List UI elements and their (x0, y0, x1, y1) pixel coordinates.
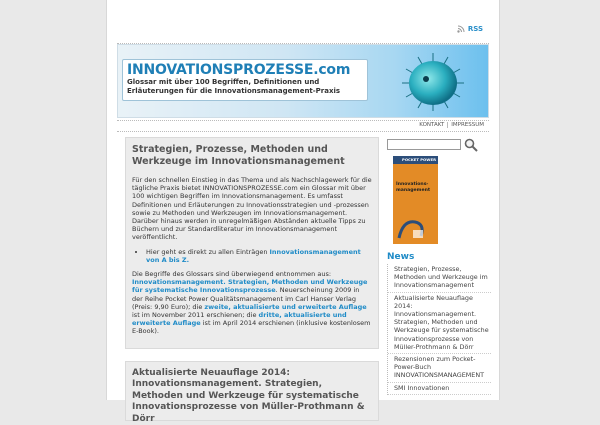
sidebar (387, 137, 491, 395)
list-item (146, 248, 372, 264)
news-list (387, 264, 491, 395)
book-link[interactable]: Innovationsmanagement. Strategien, Methoden und Werkzeuge für systematische Innovationsprozesse (132, 278, 368, 295)
book-series-label: POCKET POWER (393, 156, 438, 164)
news-item[interactable]: SMI Innovationen (388, 383, 491, 395)
book-graphic (397, 216, 427, 240)
top-bar (117, 14, 489, 44)
nav-item-impressum[interactable]: IMPRESSUM (447, 122, 487, 128)
text-span: ist im November 2011 erschienen; die (132, 311, 259, 320)
post-neuauflage (125, 361, 379, 424)
news-item[interactable]: Strategien, Prozesse, Methoden und Werkzeuge im Innovationsmanagement (388, 264, 491, 293)
nav-menu (416, 122, 487, 128)
post-paragraph-sources (132, 270, 372, 336)
second-edition-link[interactable]: zweite, aktualisierte und erweiterte Auflage (204, 302, 367, 311)
main-content (125, 137, 379, 424)
search-input[interactable] (387, 139, 461, 150)
post-paragraph: Für den schnellen Einstieg in das Thema und als Nachschlagewerk für die tägliche Praxis bietet INNOVATIONSPROZESSE.com ein Glossar mit über 100 wichtigen Begriffen im Innovationsmanagement. Es umfasst Definitionen und Erläuterungen zu Innovationsstrategien und -prozessen sowie zu Methoden und Werkzeugen im Innovationsmanagement. Darüber hinaus werden in unregelmäßigen Abständen aktuelle Tipps zu Büchern und zur Standardliteratur im Innovationsmanagement veröffentlicht. (132, 176, 372, 242)
site-subtitle-line1: Glossar mit über 100 Begriffen, Definitionen und (127, 78, 320, 86)
az-link[interactable]: Innovationsmanagement von A bis Z. (146, 247, 361, 264)
news-item[interactable]: Aktualisierte Neuauflage 2014: Innovationsmanagement. Strategien, Methoden und Werkzeuge für systematische Innovationsprozesse von Müller-Prothmann & Dörr (388, 293, 491, 354)
rss-link[interactable] (457, 25, 483, 33)
news-heading: News (387, 252, 415, 262)
page-container (106, 0, 500, 424)
post-title[interactable]: Strategien, Prozesse, Methoden und Werkzeuge im Innovationsmanagement (132, 144, 345, 167)
site-logo[interactable] (122, 59, 368, 101)
text-span: . Neuerscheinung 2009 in der Reihe Pocket Power Qualitätsmanagement im Carl Hanser Verlag (Preis: 9,90 Euro); die (132, 286, 360, 311)
post-bullet-list (146, 248, 372, 264)
third-edition-link[interactable]: dritte, aktualisierte und erweiterte Auflage (132, 311, 347, 328)
search-form (387, 137, 491, 151)
rss-label: RSS (467, 25, 483, 33)
text-span: ist im April 2014 erschienen (inklusive kostenlosem E-Book). (132, 319, 371, 336)
nav-bar (117, 120, 489, 132)
site-subtitle-line2: Erläuterungen für die Innovationsmanagement-Praxis (127, 87, 341, 95)
search-icon[interactable] (464, 137, 478, 151)
book-cover-image[interactable] (393, 156, 438, 244)
text-span: Die Begriffe des Glossars sind überwiegend entnommen aus: (132, 270, 332, 279)
bullet-text: Hier geht es direkt zu allen Einträgen (146, 247, 270, 256)
rss-icon (457, 25, 465, 33)
post-intro (125, 137, 379, 349)
site-title: INNOVATIONSPROZESSE.com (127, 62, 351, 78)
news-item[interactable]: Rezensionen zum Pocket-Power-Buch INNOVATIONSMANAGEMENT (388, 354, 491, 383)
site-header (117, 44, 489, 118)
nav-item-kontakt[interactable]: KONTAKT (419, 122, 445, 128)
post-title[interactable]: Aktualisierte Neuauflage 2014: Innovationsmanagement. Strategien, Methoden und Werkzeuge für systematische Innovationsprozesse von Müller-Prothmann & Dörr (132, 367, 365, 424)
pufferfish-image (398, 51, 468, 113)
book-title-label: Innovations-management (396, 182, 431, 193)
